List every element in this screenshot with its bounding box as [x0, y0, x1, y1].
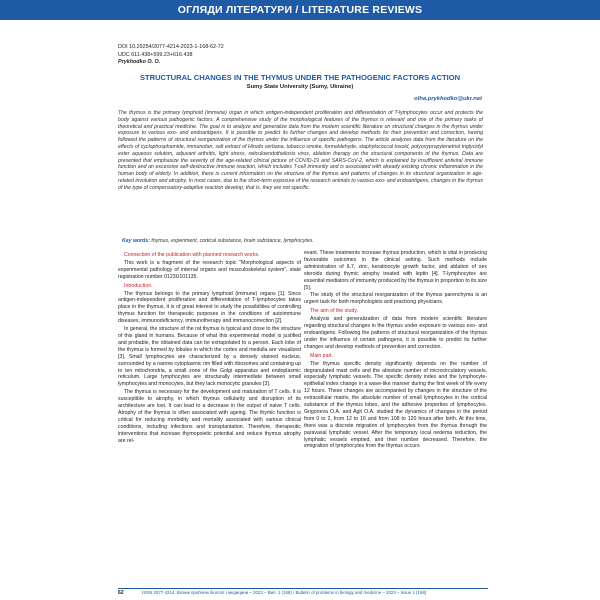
left-column [118, 250, 301, 445]
heading-connection: Connection of the publication with planned research works. [124, 252, 260, 258]
right-column [304, 250, 487, 451]
keywords-label: Key words: [122, 238, 150, 244]
page-footer [118, 588, 488, 597]
author-email[interactable]: olha.prykhodko@ukr.net [414, 96, 482, 102]
article-title: STRUCTURAL CHANGES IN THE THYMUS UNDER THE PATHOGENIC FACTORS ACTION [139, 73, 461, 82]
paragraph: The thymus is necessary for the development and maturation of T cells. It is susceptible to atrophy, in which thymus cellularity and disruption of its architecture are lost. It can lead to a decrease in the output of naive T cells. Atrophy of the thymus is often associated with ageing. The thymic function is critical for reducing morbidity and mortality associated with various clinical conditions, including infections and transplantation. Therefore, therapeutic interventions that increase thymopoietic potential and reduce thymus atrophy are rel- [118, 389, 301, 444]
page-number: 62 [118, 590, 124, 596]
author: Prykhodko O. O. [118, 59, 161, 65]
keywords-text: thymus, experiment, cortical substance, brain substance, lymphocytes. [151, 238, 314, 244]
heading-introduction: Introduction. [124, 282, 153, 289]
doi: DOI 10.29254/2077-4214-2023-1-168-62-72 [118, 44, 224, 50]
heading-main-part: Main part. [310, 352, 334, 359]
paragraph: This work is a fragment of the research topic "Morphological aspects of experimental pathology of internal organs and musculoskeletal system", state registration number 0123U101135. [118, 259, 301, 280]
paragraph: evant. These treatments increase thymus production, which is vital in producing favourable outcomes in the clinical setting. Such methods include administration of IL7, zinc, keratinocyte growth factor, and ablation of sex steroids during thymic atrophy treated with leptin [4]. T-lymphocytes are essential mediators of immunity produced by the thymus in proportion to its size [5]. [304, 250, 487, 291]
paragraph: Analysis and generalization of data from modern scientific literature regarding structural changes in the thymus under exposure to various exo- and endoantigens. Following the patterns of structural reorganization of the thymus under the influence of certain pathogens, it is possible to predict its further changes and develop methods of prevention and correction. [304, 316, 487, 350]
affiliation: Sumy State University (Sumy, Ukraine) [246, 84, 354, 90]
paragraph: The study of the structural reorganization of the thymus parenchyma is an urgent task for both morphologists and practicing physicians. [304, 292, 487, 306]
section-header: ОГЛЯДИ ЛІТЕРАТУРИ / LITERATURE REVIEWS [0, 0, 600, 20]
journal-citation: ISSN 2077-4214. Вісник проблем біології і медицини – 2023 – Вип. 1 (168) / Bulletin of problems in biology and medicine – 2023 – Issue 1 (168) [142, 590, 427, 595]
paragraph: The thymus specific density significantly depends on the number of degranulated mast cells and the absolute number of microcirculatory vessels, especially lymphatic vessels. The specific density index and the lymphocyte-epithelial index change in a wave-like manner during the first week of life every 12 hours. These changes are accompanied by changes in the structure of the extracellular matrix, the absolute number of small lymphocytes in the cortical substance of the thymus lobes, and the adhesive properties of lymphocytes. Grigorieva O.A. and Agit O.A. studied the dynamics of changes in the period from 0 to 2, from 12 to 16 and from 108 to 120 hours after birth. At this time, there was a discrete migration of lymphocytes from the thymus through the paravasal lymphatic vessel. After the temporary local oedema reduction, the lymphatic vessels emptied, and their number decreased. Therefore, the emigration of lymphocytes from the thymus occurs [304, 360, 487, 450]
paragraph: In general, the structure of the rat thymus is typical and close to the structure of this gland in humans. Because of what this experimental model is justified and probable, the obtained data can be extrapolated to a person. Each lobe of the thymus is formed by lobules in which the cortex and medulla are visualized [3]. Small lymphocytes are characterized by a densely stained nucleus, surrounded by a narrow cytoplasmic rim filled with ribosomes and containing up to ten mitochondria, a small zone of the Golgi apparatus and endoplasmic reticulum. Large lymphocytes are structurally intermediate between small lymphocytes and monocytes, but they lack monocytic granules [3]. [118, 326, 301, 388]
paragraph: The thymus belongs to the primary lymphoid (immune) organs [1]. Since antigen-independent proliferation and differentiation of T-lymphocytes takes place in the thymus, it is of great interest to study the possibilities of controlling thymus function for therapeutic purposes in the conditions of autoimmune diseases, immunodeficiency, immunotherapy and immunocorrection [2]. [118, 290, 301, 325]
udc: UDC 611.438+599.23+616.438 [118, 51, 193, 58]
keywords [122, 238, 482, 244]
article-meta [118, 44, 498, 67]
heading-aim: The aim of the study. [310, 308, 359, 315]
abstract: The thymus is the primary lymphoid (immune) organ in which antigen-independent proliferation and differentiation of T-lymphocytes occur and protects the body against various pathogenic factors. A comprehensive study of the morphological features of the thymus is relevant and one of the primary tasks of theoretical and practical medicine. The goal is to analyze and generalize data from the modern scientific literature on structural changes in the thymus under exposure to various exo- and endoantigens. It is possible to predict its further changes and develop methods for their prevention and correction, having followed the patterns of structural reorganization of the thymus under the influence of specific pathogens. The article analyzes data from the literature on the effects of cyclophosphamide, immunofan, salt extract of Hirudo verbana, tobacco smoke, formaldehyde, staphylococcal toxoid, polyoxypropylenetriol triglycidyl ester aqueous solution, adjuvant arthritis, light stress, reticuloendotheliosis virus, ablation therapy on the structural components of the thymus. Data are presented that emphasize the severity of the age-related clinical picture of COVID-19 and SARS-CoV-2, which is explained by insufficient antiviral immune function and an excessive self-destructive immune reaction, which includes T-cell immunity and is associated with already existing chronic inflammation in the human body of elderly. In addition, there is current information on the structure of the thymus and patterns of changes in its structural organization in age-related involution and atrophy. In most cases, due to the short-term exposure of the research animals to various exo- and endoantigens, changes in the thymus of the type of compensatory-adaptive reaction develop; that is, they are not specific. [118, 110, 483, 191]
